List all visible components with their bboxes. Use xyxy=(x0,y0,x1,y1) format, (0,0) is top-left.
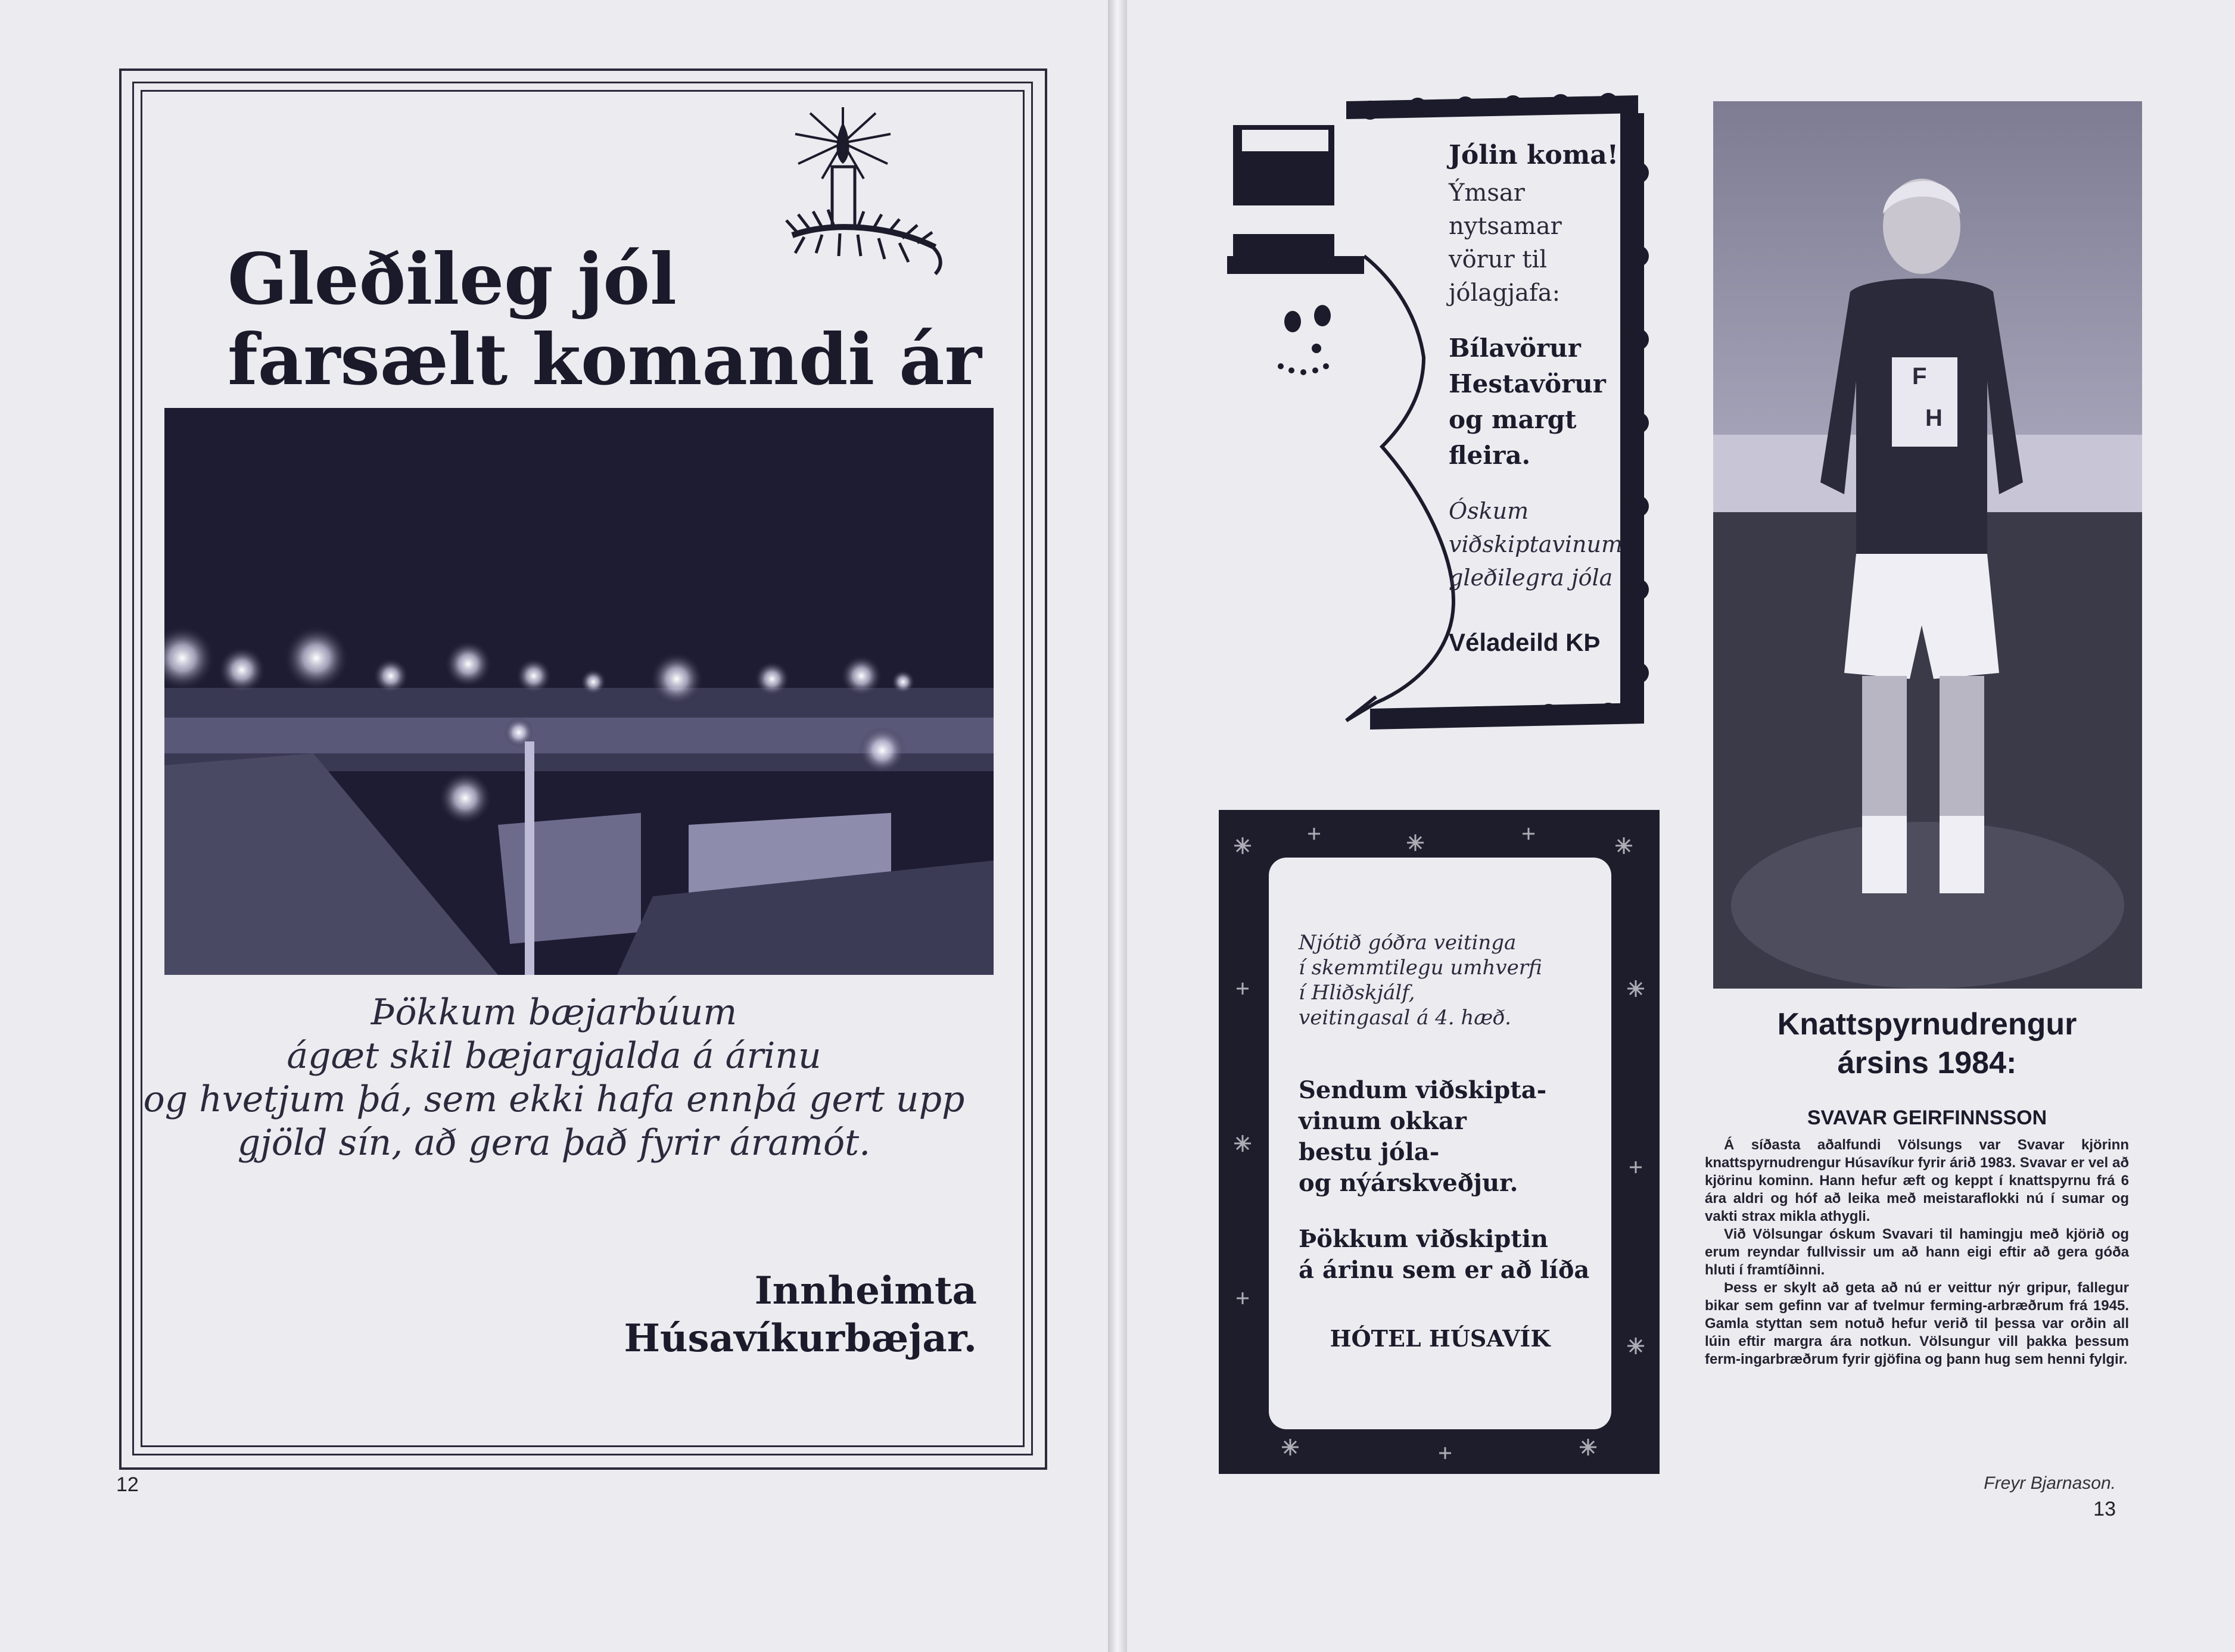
greeting-line: Óskum xyxy=(1449,498,1529,524)
intro-line: jólagjafa: xyxy=(1449,279,1561,307)
footballer-photo xyxy=(1713,101,2142,989)
item-line: Hestavörur xyxy=(1449,369,1606,398)
message-line-4: gjöld sín, að gera það fyrir áramót. xyxy=(237,1122,871,1164)
snowman-greeting xyxy=(1449,494,1623,594)
article-paragraph-1: Á síðasta aðalfundi Völsungs var Svavar kjörinn knattspyrnudrengur Húsavíkur fyrir árið 1983. Svavar er vel að kjörinu kominn. Hann hefur æft og keppt í knattspyrnu frá 6 ára aldri og hóf að leika með meistaraflokki nú í sumar og vakti strax mikla athygli. xyxy=(1705,1137,2129,1224)
article-paragraph-2: Við Völsungar óskum Svavari til hamingju með kjörið og erum reyndar fullvissir um að hann eigi eftir að gera góða hluti í framtíðinni. xyxy=(1705,1226,2129,1278)
hotel-intro-line: í Hliðskjálf, xyxy=(1299,981,1415,1005)
candle-icon xyxy=(739,107,989,322)
snowman-items xyxy=(1449,331,1606,473)
snowman-signature: Véladeild KÞ xyxy=(1449,628,1601,656)
hotel-intro-line: Njótið góðra veitinga xyxy=(1299,931,1517,955)
hotel-name: HÓTEL HÚSAVÍK xyxy=(1330,1325,1551,1352)
book-gutter xyxy=(1108,0,1127,1652)
message-line-2: ágæt skil bæjargjalda á árinu xyxy=(287,1035,821,1077)
intro-line: nytsamar xyxy=(1449,213,1562,240)
headline-line1: Gleðileg jól xyxy=(228,238,677,320)
article-subject: SVAVAR GEIRFINNSSON xyxy=(1807,1106,2047,1129)
signature-line1: Innheimta xyxy=(754,1268,977,1313)
article-body xyxy=(1705,1136,2129,1369)
message-line-1: Þökkum bæjarbúum xyxy=(371,992,737,1033)
item-line: og margt xyxy=(1449,405,1577,434)
hotel-thanks-line: á árinu sem er að líða xyxy=(1299,1256,1590,1284)
item-line: Bílavörur xyxy=(1449,333,1581,363)
hotel-intro-line: veitingasal á 4. hæð. xyxy=(1299,1006,1511,1030)
shirt-initial-top: F xyxy=(1912,363,1927,389)
hotel-greeting-line: bestu jóla- xyxy=(1299,1138,1440,1166)
harbour-night-photo xyxy=(164,408,994,975)
snowman-heading: Jólin koma! xyxy=(1449,140,1619,170)
snowman-intro xyxy=(1449,176,1562,310)
hotel-greeting-line: vinum okkar xyxy=(1299,1107,1467,1135)
page-number-right: 13 xyxy=(2093,1498,2116,1520)
hotel-greeting-line: Sendum viðskipta- xyxy=(1299,1076,1547,1104)
signature-line2: Húsavíkurbæjar. xyxy=(624,1316,977,1361)
hotel-greeting-line: og nýárskveðjur. xyxy=(1299,1169,1518,1197)
hotel-thanks xyxy=(1299,1224,1589,1286)
hotel-intro xyxy=(1299,930,1542,1030)
harbour-scene xyxy=(164,408,994,975)
article-title-line2: ársins 1984: xyxy=(1837,1046,2017,1080)
footballer-figure xyxy=(1713,101,2142,989)
article-title-line1: Knattspyrnudrengur xyxy=(1777,1007,2077,1042)
item-line: fleira. xyxy=(1449,441,1531,470)
article-author: Freyr Bjarnason. xyxy=(1984,1473,2116,1493)
article-paragraph-3: Þess er skylt að geta að nú er veittur nýr gripur, fallegur bikar sem gefinn var af tvelmur ferming-arbræðrum frá 1945. Gamla styttan sem notuð hefur verið til þessa var orðin all lúin eftir margra ára notkun. Völsungur vill þakka þessum ferm-ingarbræðrum fyrir gjöfina og þann hug sem henni fylgir. xyxy=(1705,1280,2129,1367)
greeting-line: gleðilegra jóla xyxy=(1449,565,1613,591)
hotel-greeting xyxy=(1299,1075,1546,1199)
page-number-left: 12 xyxy=(116,1473,139,1496)
message-line-3: og hvetjum þá, sem ekki hafa ennþá gert upp xyxy=(143,1079,965,1120)
hotel-intro-line: í skemmtilegu umhverfi xyxy=(1299,956,1542,980)
headline-line2: farsælt komandi ár xyxy=(228,318,982,401)
greeting-line: viðskiptavinum xyxy=(1449,531,1623,557)
shirt-initial-bottom: H xyxy=(1925,405,1943,431)
left-page xyxy=(0,0,1108,1652)
hotel-thanks-line: Þökkum viðskiptin xyxy=(1299,1225,1548,1253)
intro-line: Ýmsar xyxy=(1449,179,1525,207)
intro-line: vörur til xyxy=(1449,246,1548,273)
